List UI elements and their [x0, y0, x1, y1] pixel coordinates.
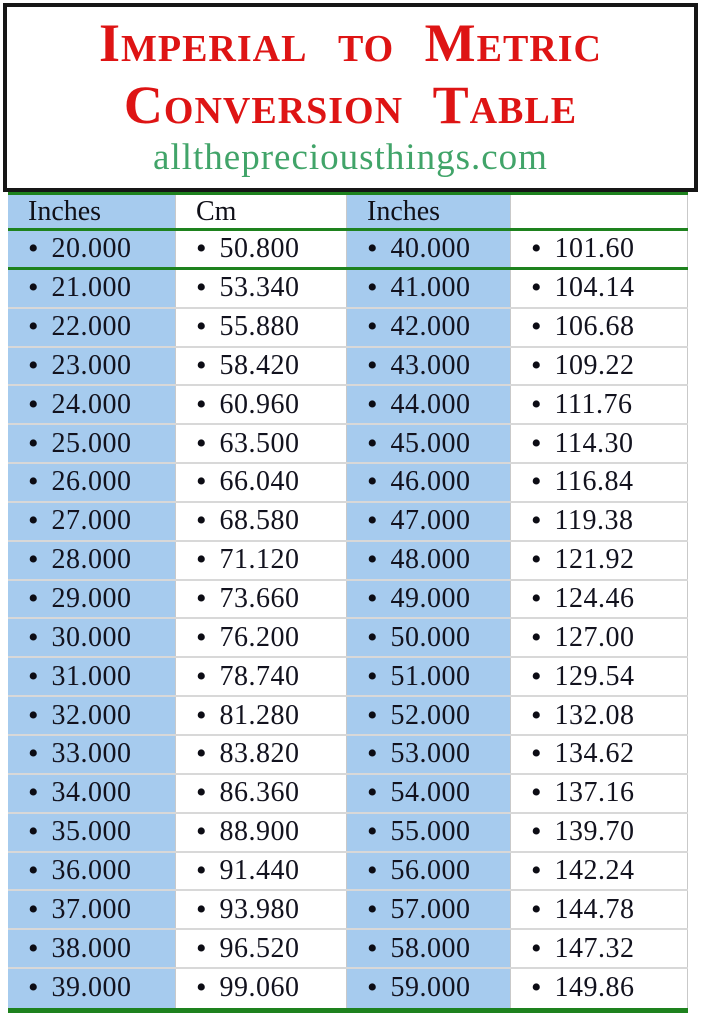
bullet-icon: • — [367, 465, 378, 499]
bullet-icon: • — [367, 931, 378, 965]
table-cell-cm-left — [176, 969, 347, 1008]
table-cell-inches-right — [347, 853, 511, 890]
cell-value: 38.000 — [51, 932, 132, 964]
table-row — [8, 581, 688, 620]
bullet-icon: • — [531, 582, 542, 616]
table-cell-inches-left — [8, 736, 176, 773]
table-cell-cm-left — [176, 231, 347, 267]
bullet-icon: • — [367, 231, 378, 265]
header-box — [3, 3, 698, 192]
cell-value: 31.000 — [51, 660, 132, 692]
bullet-icon: • — [196, 931, 207, 965]
bullet-icon: • — [196, 815, 207, 849]
table-row — [8, 464, 688, 503]
site-url: allthepreciousthings.com — [153, 137, 548, 178]
bullet-icon: • — [28, 582, 39, 616]
bullet-icon: • — [196, 465, 207, 499]
table-cell-cm-left — [176, 619, 347, 656]
bullet-icon: • — [367, 971, 378, 1005]
table-cell-inches-left — [8, 697, 176, 734]
bullet-icon: • — [28, 387, 39, 421]
bullet-icon: • — [531, 543, 542, 577]
cell-value: 129.54 — [554, 660, 635, 692]
table-cell-cm-right — [511, 891, 688, 928]
bullet-icon: • — [28, 271, 39, 305]
bullet-icon: • — [28, 971, 39, 1005]
cell-value: 86.360 — [219, 777, 300, 809]
table-cell-cm-left — [176, 853, 347, 890]
table-cell-cm-right — [511, 464, 688, 501]
bullet-icon: • — [28, 931, 39, 965]
bullet-icon: • — [367, 504, 378, 538]
bullet-icon: • — [531, 815, 542, 849]
bullet-icon: • — [531, 426, 542, 460]
table-cell-inches-left — [8, 464, 176, 501]
bullet-icon: • — [196, 698, 207, 732]
cell-value: 25.000 — [51, 427, 132, 459]
cell-value: 134.62 — [554, 738, 635, 770]
table-header-row — [8, 195, 688, 231]
table-cell-inches-right — [347, 231, 511, 267]
table-cell-cm-left — [176, 309, 347, 346]
table-row — [8, 619, 688, 658]
bullet-icon: • — [196, 504, 207, 538]
cell-value: 58.420 — [219, 349, 300, 381]
table-cell-cm-right — [511, 736, 688, 773]
cell-value: 104.14 — [554, 272, 635, 304]
table-cell-inches-right — [347, 969, 511, 1008]
cell-value: 47.000 — [390, 505, 471, 537]
table-cell-cm-right — [511, 930, 688, 967]
table-row — [8, 930, 688, 969]
cell-value: 127.00 — [554, 621, 635, 653]
table-cell-inches-left — [8, 891, 176, 928]
cell-value: 101.60 — [554, 232, 635, 264]
cell-value: 88.900 — [219, 816, 300, 848]
cell-value: 51.000 — [390, 660, 471, 692]
header-cell-empty — [511, 195, 688, 228]
table-cell-inches-right — [347, 814, 511, 851]
table-row — [8, 969, 688, 1008]
bullet-icon: • — [28, 815, 39, 849]
table-cell-cm-left — [176, 581, 347, 618]
table-row — [8, 270, 688, 309]
bullet-icon: • — [367, 892, 378, 926]
bullet-icon: • — [28, 426, 39, 460]
bullet-icon: • — [28, 543, 39, 577]
cell-value: 147.32 — [554, 932, 635, 964]
cell-value: 119.38 — [554, 505, 634, 537]
cell-value: 35.000 — [51, 816, 132, 848]
cell-value: 45.000 — [390, 427, 471, 459]
bullet-icon: • — [531, 737, 542, 771]
table-cell-cm-left — [176, 697, 347, 734]
cell-value: 33.000 — [51, 738, 132, 770]
table-cell-cm-right — [511, 542, 688, 579]
bullet-icon: • — [28, 465, 39, 499]
bullet-icon: • — [531, 231, 542, 265]
cell-value: 142.24 — [554, 854, 635, 886]
cell-value: 26.000 — [51, 466, 132, 498]
table-cell-inches-left — [8, 930, 176, 967]
table-cell-inches-right — [347, 270, 511, 307]
cell-value: 43.000 — [390, 349, 471, 381]
cell-value: 48.000 — [390, 544, 471, 576]
table-body — [8, 231, 688, 1008]
bullet-icon: • — [196, 853, 207, 887]
table-cell-inches-left — [8, 309, 176, 346]
bullet-icon: • — [367, 620, 378, 654]
table-cell-inches-left — [8, 619, 176, 656]
cell-value: 56.000 — [390, 854, 471, 886]
table-cell-inches-right — [347, 464, 511, 501]
cell-value: 60.960 — [219, 388, 300, 420]
table-row — [8, 853, 688, 892]
table-cell-cm-right — [511, 658, 688, 695]
bullet-icon: • — [196, 231, 207, 265]
table-row — [8, 309, 688, 348]
bullet-icon: • — [531, 504, 542, 538]
cell-value: 68.580 — [219, 505, 300, 537]
cell-value: 99.060 — [219, 972, 300, 1004]
table-cell-inches-left — [8, 658, 176, 695]
table-cell-cm-right — [511, 814, 688, 851]
bullet-icon: • — [196, 776, 207, 810]
cell-value: 39.000 — [51, 972, 132, 1004]
bullet-icon: • — [367, 853, 378, 887]
table-cell-inches-right — [347, 736, 511, 773]
page-title-line1: Imperial to Metric — [98, 13, 602, 73]
cell-value: 73.660 — [219, 583, 300, 615]
bullet-icon: • — [367, 737, 378, 771]
table-cell-cm-left — [176, 386, 347, 423]
bullet-icon: • — [531, 387, 542, 421]
cell-value: 81.280 — [219, 699, 300, 731]
table-row — [8, 425, 688, 464]
bullet-icon: • — [367, 582, 378, 616]
bullet-icon: • — [531, 892, 542, 926]
table-cell-cm-right — [511, 425, 688, 462]
table-cell-cm-left — [176, 542, 347, 579]
bullet-icon: • — [196, 659, 207, 693]
table-row — [8, 658, 688, 697]
cell-value: 93.980 — [219, 893, 300, 925]
cell-value: 54.000 — [390, 777, 471, 809]
bullet-icon: • — [28, 892, 39, 926]
table-cell-inches-left — [8, 425, 176, 462]
header-label-cm: Cm — [196, 195, 237, 227]
table-cell-inches-right — [347, 386, 511, 423]
cell-value: 49.000 — [390, 583, 471, 615]
cell-value: 50.800 — [219, 232, 300, 264]
cell-value: 59.000 — [390, 972, 471, 1004]
cell-value: 42.000 — [390, 311, 471, 343]
cell-value: 46.000 — [390, 466, 471, 498]
bullet-icon: • — [531, 348, 542, 382]
bullet-icon: • — [367, 698, 378, 732]
table-row — [8, 542, 688, 581]
cell-value: 52.000 — [390, 699, 471, 731]
cell-value: 91.440 — [219, 854, 300, 886]
table-cell-inches-right — [347, 542, 511, 579]
cell-value: 139.70 — [554, 816, 635, 848]
table-cell-cm-right — [511, 581, 688, 618]
table-cell-cm-right — [511, 697, 688, 734]
cell-value: 137.16 — [554, 777, 635, 809]
table-row — [8, 386, 688, 425]
table-cell-inches-right — [347, 775, 511, 812]
table-row — [8, 348, 688, 387]
cell-value: 55.000 — [390, 816, 471, 848]
table-cell-inches-right — [347, 619, 511, 656]
bullet-icon: • — [531, 931, 542, 965]
page-title-line2: Conversion Table — [123, 75, 578, 135]
table-cell-cm-left — [176, 814, 347, 851]
table-cell-inches-left — [8, 542, 176, 579]
bullet-icon: • — [196, 582, 207, 616]
cell-value: 57.000 — [390, 893, 471, 925]
bullet-icon: • — [367, 387, 378, 421]
table-cell-cm-left — [176, 270, 347, 307]
table-cell-inches-left — [8, 853, 176, 890]
bullet-icon: • — [367, 271, 378, 305]
cell-value: 106.68 — [554, 311, 635, 343]
cell-value: 149.86 — [554, 972, 635, 1004]
table-row — [8, 736, 688, 775]
table-cell-cm-left — [176, 775, 347, 812]
bullet-icon: • — [28, 737, 39, 771]
table-cell-cm-right — [511, 309, 688, 346]
table-row — [8, 231, 688, 270]
cell-value: 24.000 — [51, 388, 132, 420]
table-cell-inches-left — [8, 348, 176, 385]
table-cell-inches-right — [347, 309, 511, 346]
bullet-icon: • — [531, 853, 542, 887]
cell-value: 21.000 — [51, 272, 132, 304]
table-cell-inches-right — [347, 503, 511, 540]
cell-value: 114.30 — [554, 427, 634, 459]
table-row — [8, 814, 688, 853]
bullet-icon: • — [28, 310, 39, 344]
bullet-icon: • — [28, 620, 39, 654]
cell-value: 34.000 — [51, 777, 132, 809]
cell-value: 111.76 — [554, 388, 633, 420]
table-cell-cm-right — [511, 853, 688, 890]
cell-value: 76.200 — [219, 621, 300, 653]
cell-value: 53.000 — [390, 738, 471, 770]
cell-value: 109.22 — [554, 349, 635, 381]
cell-value: 55.880 — [219, 311, 300, 343]
table-cell-cm-right — [511, 348, 688, 385]
bullet-icon: • — [367, 659, 378, 693]
bullet-icon: • — [28, 853, 39, 887]
bullet-icon: • — [367, 776, 378, 810]
table-cell-inches-right — [347, 425, 511, 462]
table-cell-inches-right — [347, 697, 511, 734]
cell-value: 71.120 — [219, 544, 300, 576]
header-label-inches-right: Inches — [367, 195, 441, 227]
table-cell-cm-left — [176, 464, 347, 501]
bullet-icon: • — [28, 231, 39, 265]
table-cell-cm-right — [511, 775, 688, 812]
bullet-icon: • — [28, 776, 39, 810]
table-cell-cm-right — [511, 969, 688, 1008]
table-row — [8, 697, 688, 736]
cell-value: 41.000 — [390, 272, 471, 304]
cell-value: 29.000 — [51, 583, 132, 615]
table-cell-inches-left — [8, 231, 176, 267]
table-cell-inches-left — [8, 775, 176, 812]
table-cell-inches-left — [8, 814, 176, 851]
bullet-icon: • — [196, 387, 207, 421]
bullet-icon: • — [28, 504, 39, 538]
bullet-icon: • — [196, 892, 207, 926]
bullet-icon: • — [367, 310, 378, 344]
cell-value: 23.000 — [51, 349, 132, 381]
bullet-icon: • — [196, 543, 207, 577]
table-cell-inches-left — [8, 386, 176, 423]
cell-value: 132.08 — [554, 699, 635, 731]
bullet-icon: • — [196, 348, 207, 382]
cell-value: 27.000 — [51, 505, 132, 537]
table-cell-inches-right — [347, 930, 511, 967]
cell-value: 28.000 — [51, 544, 132, 576]
bullet-icon: • — [367, 426, 378, 460]
cell-value: 63.500 — [219, 427, 300, 459]
bullet-icon: • — [531, 271, 542, 305]
cell-value: 40.000 — [390, 232, 471, 264]
bullet-icon: • — [196, 426, 207, 460]
table-cell-cm-right — [511, 386, 688, 423]
bullet-icon: • — [531, 310, 542, 344]
table-cell-cm-left — [176, 736, 347, 773]
bullet-icon: • — [531, 620, 542, 654]
bullet-icon: • — [28, 698, 39, 732]
cell-value: 37.000 — [51, 893, 132, 925]
header-cell-cm — [176, 195, 347, 228]
cell-value: 121.92 — [554, 544, 635, 576]
cell-value: 32.000 — [51, 699, 132, 731]
cell-value: 36.000 — [51, 854, 132, 886]
bullet-icon: • — [28, 659, 39, 693]
table-cell-inches-left — [8, 969, 176, 1008]
table-row — [8, 775, 688, 814]
table-cell-cm-left — [176, 503, 347, 540]
bullet-icon: • — [196, 971, 207, 1005]
table-cell-cm-left — [176, 930, 347, 967]
bullet-icon: • — [28, 348, 39, 382]
bullet-icon: • — [196, 620, 207, 654]
bullet-icon: • — [531, 776, 542, 810]
bullet-icon: • — [531, 465, 542, 499]
header-label-inches-left: Inches — [28, 195, 102, 227]
cell-value: 22.000 — [51, 311, 132, 343]
bullet-icon: • — [367, 348, 378, 382]
table-cell-cm-right — [511, 270, 688, 307]
bullet-icon: • — [531, 698, 542, 732]
table-cell-cm-right — [511, 503, 688, 540]
cell-value: 96.520 — [219, 932, 300, 964]
table-cell-inches-left — [8, 270, 176, 307]
bullet-icon: • — [531, 659, 542, 693]
bullet-icon: • — [196, 737, 207, 771]
cell-value: 78.740 — [219, 660, 300, 692]
cell-value: 20.000 — [51, 232, 132, 264]
table-cell-inches-right — [347, 348, 511, 385]
table-cell-inches-right — [347, 581, 511, 618]
bullet-icon: • — [531, 971, 542, 1005]
cell-value: 66.040 — [219, 466, 300, 498]
bullet-icon: • — [367, 815, 378, 849]
table-cell-inches-right — [347, 891, 511, 928]
cell-value: 30.000 — [51, 621, 132, 653]
table-cell-inches-right — [347, 658, 511, 695]
cell-value: 83.820 — [219, 738, 300, 770]
table-cell-cm-right — [511, 231, 688, 267]
cell-value: 50.000 — [390, 621, 471, 653]
cell-value: 53.340 — [219, 272, 300, 304]
cell-value: 124.46 — [554, 583, 635, 615]
cell-value: 144.78 — [554, 893, 635, 925]
table-cell-inches-left — [8, 503, 176, 540]
table-cell-inches-left — [8, 581, 176, 618]
cell-value: 44.000 — [390, 388, 471, 420]
table-cell-cm-left — [176, 348, 347, 385]
conversion-table — [8, 192, 688, 1013]
bullet-icon: • — [367, 543, 378, 577]
bullet-icon: • — [196, 310, 207, 344]
cell-value: 116.84 — [554, 466, 634, 498]
table-row — [8, 891, 688, 930]
bullet-icon: • — [196, 271, 207, 305]
table-cell-cm-left — [176, 891, 347, 928]
table-row — [8, 503, 688, 542]
table-cell-cm-right — [511, 619, 688, 656]
table-cell-cm-left — [176, 425, 347, 462]
header-cell-inches-left — [8, 195, 176, 228]
cell-value: 58.000 — [390, 932, 471, 964]
header-cell-inches-right — [347, 195, 511, 228]
table-cell-cm-left — [176, 658, 347, 695]
